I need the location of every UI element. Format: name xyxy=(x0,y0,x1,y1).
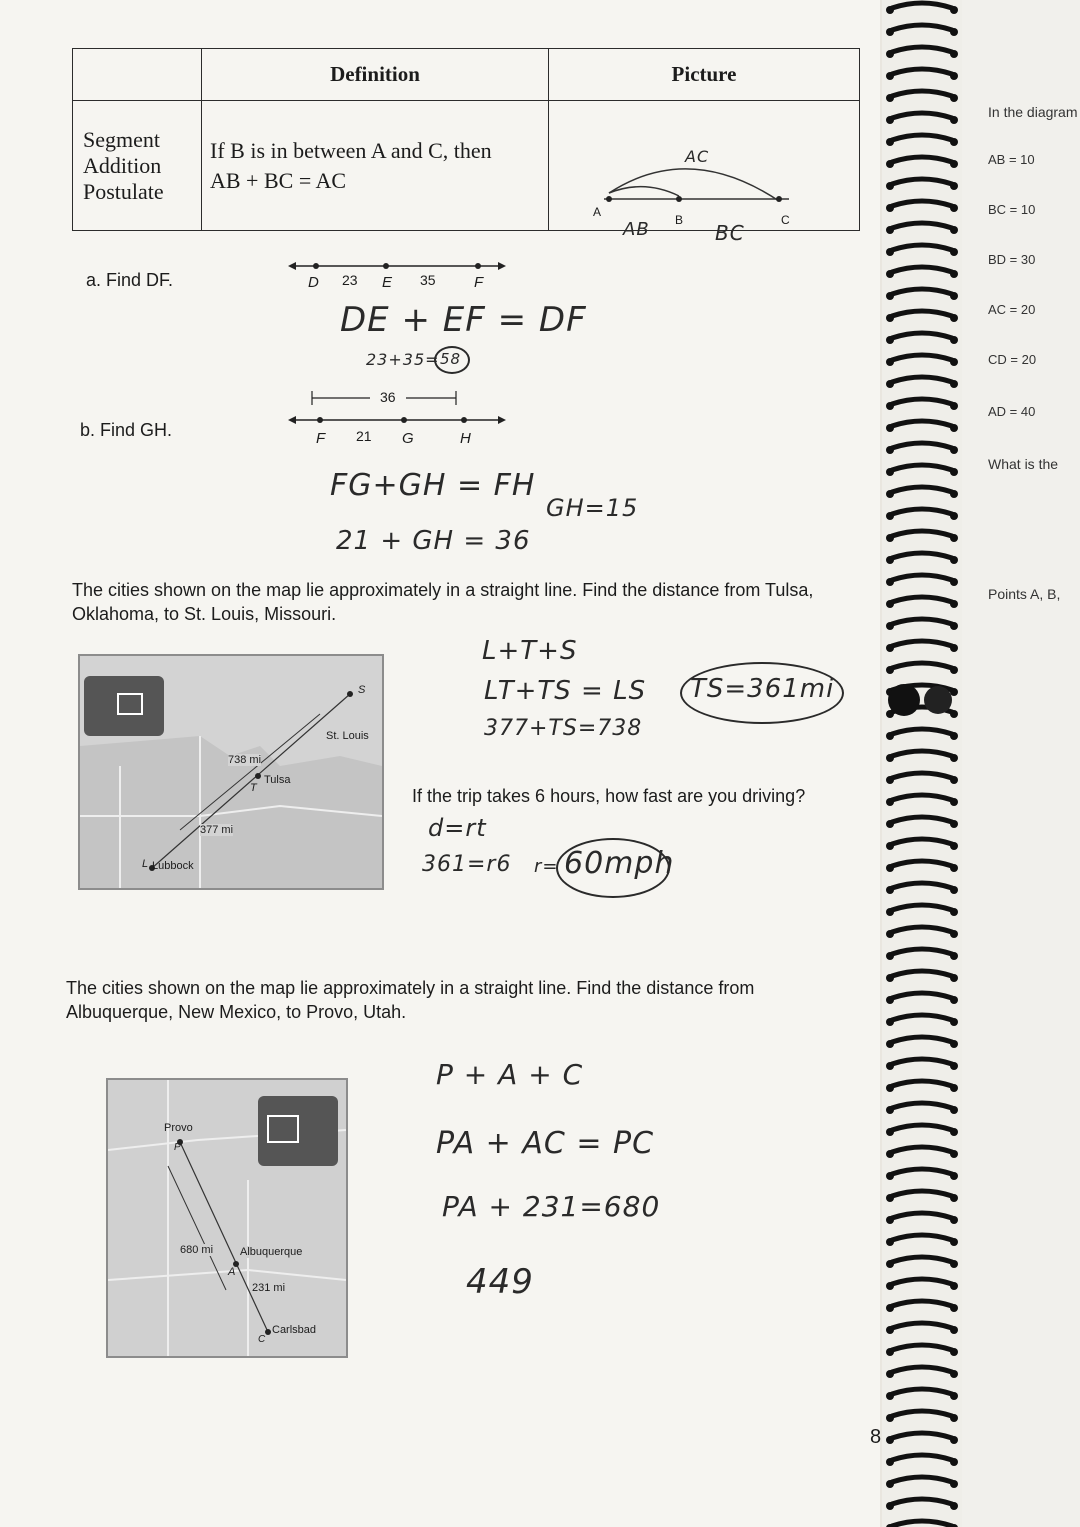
us-inset-map xyxy=(84,676,164,736)
total-fh: 36 xyxy=(380,389,396,405)
rp-points: Points A, B, xyxy=(988,586,1061,602)
definition-header-cell xyxy=(202,49,549,101)
map-377-label: 377 mi xyxy=(200,824,234,836)
map-c-label: C xyxy=(258,1334,266,1345)
problem-d-answer: 449 xyxy=(466,1262,534,1302)
rp-intro: In the diagram xyxy=(988,104,1078,120)
problem-d-work-3: PA + 231=680 xyxy=(442,1190,661,1223)
map-albuquerque-label: Albuquerque xyxy=(240,1246,303,1258)
problem-d-work-2: PA + AC = PC xyxy=(436,1126,655,1161)
point-d-dot xyxy=(313,263,319,269)
length-ef: 35 xyxy=(420,272,436,288)
problem-c-work-4: d=rt xyxy=(428,814,487,842)
map-provo-label: Provo xyxy=(164,1122,193,1134)
problem-c-work-5: 361=r6 xyxy=(422,852,512,877)
page-number: 8 xyxy=(870,1426,882,1448)
definition-header: Definition xyxy=(330,62,420,86)
point-c-label: C xyxy=(781,213,790,227)
rp-bc: BC = 10 xyxy=(988,202,1036,217)
point-c-dot xyxy=(776,196,782,202)
problem-b-work-2: 21 + GH = 36 xyxy=(336,526,531,556)
problem-c-answer: TS=361mi xyxy=(690,674,835,704)
point-b-dot xyxy=(676,196,682,202)
definition-cell xyxy=(202,101,549,231)
definition-table xyxy=(72,48,860,245)
rp-ab: AB = 10 xyxy=(988,152,1035,167)
label-f: F xyxy=(474,274,484,291)
map-680-label: 680 mi xyxy=(180,1244,214,1256)
label-e: E xyxy=(382,274,393,291)
adjacent-page xyxy=(962,0,1080,1527)
label-d: D xyxy=(308,274,319,291)
map-lubbock-label: Lubbock xyxy=(152,860,194,872)
point-f-dot xyxy=(317,417,323,423)
problem-c-work-3: 377+TS=738 xyxy=(484,716,643,741)
ab-brace xyxy=(609,187,679,196)
problem-c-line: Oklahoma, to St. Louis, Missouri. xyxy=(72,604,337,624)
picture-cell xyxy=(549,101,860,245)
bc-label: BC xyxy=(715,221,745,245)
problem-a-prompt: a. Find DF. xyxy=(86,270,174,290)
problem-a-work-2: 23+35= xyxy=(366,350,440,369)
problem-d-line: Albuquerque, New Mexico, to Provo, Utah. xyxy=(66,1002,407,1022)
map-tulsa-stlouis xyxy=(78,654,384,890)
map-738-label: 738 mi xyxy=(228,754,262,766)
map-tulsa-label: Tulsa xyxy=(264,774,291,786)
binder-hole xyxy=(888,684,920,716)
rp-ac: AC = 20 xyxy=(988,302,1036,317)
table-corner-cell xyxy=(73,49,202,101)
problem-c-work-2: LT+TS = LS xyxy=(484,676,647,706)
problem-b-prompt: b. Find GH. xyxy=(80,420,173,440)
label-g: G xyxy=(402,430,414,447)
point-g-dot xyxy=(401,417,407,423)
map-t-label: T xyxy=(250,782,257,794)
map-l-label: L xyxy=(142,858,149,870)
rp-ad: AD = 40 xyxy=(988,404,1036,419)
term-cell xyxy=(73,101,202,231)
point-f-dot xyxy=(475,263,481,269)
term-line: Segment xyxy=(83,126,160,152)
point-h-dot xyxy=(461,417,467,423)
map-provo-albuquerque xyxy=(106,1078,348,1358)
map-a-label: A xyxy=(228,1266,236,1278)
problem-c-speed: 60mph xyxy=(564,846,675,881)
map-graphic xyxy=(80,656,382,888)
map-stlouis-label: St. Louis xyxy=(326,730,369,742)
spiral-binding xyxy=(882,0,962,1527)
problem-d-text xyxy=(66,976,846,1024)
problem-c-followup: If the trip takes 6 hours, how fast are you driving? xyxy=(412,786,806,806)
ac-brace xyxy=(609,169,779,201)
picture-header: Picture xyxy=(671,62,737,86)
problem-d-work-1: P + A + C xyxy=(436,1058,584,1091)
point-e-dot xyxy=(383,263,389,269)
picture-header-cell xyxy=(549,49,860,101)
problem-c-work-1: L+T+S xyxy=(482,636,578,666)
length-de: 23 xyxy=(342,272,358,288)
ab-label: AB xyxy=(623,219,650,240)
problem-d-line: The cities shown on the map lie approximately in a straight line. Find the distance from xyxy=(66,978,755,998)
point-a-label: A xyxy=(593,205,602,219)
map-carlsbad-label: Carlsbad xyxy=(272,1324,317,1336)
problem-c-text xyxy=(72,578,852,626)
problem-a-work-1: DE + EF = DF xyxy=(340,300,587,340)
binder-hole xyxy=(924,686,952,714)
map-p-label: P xyxy=(174,1142,181,1153)
rp-bd: BD = 30 xyxy=(988,252,1036,267)
map-231-label: 231 mi xyxy=(252,1282,286,1294)
problem-c-work-5b: r= xyxy=(534,856,559,877)
rp-question: What is the xyxy=(988,456,1059,472)
label-f2: F xyxy=(316,430,326,447)
term-line: Addition xyxy=(83,152,162,178)
rp-cd: CD = 20 xyxy=(988,352,1037,367)
length-fg: 21 xyxy=(356,428,372,444)
definition-line: AB + BC = AC xyxy=(210,167,347,193)
problem-c-line: The cities shown on the map lie approximately in a straight line. Find the distance from Tulsa, xyxy=(72,580,814,600)
point-a-dot xyxy=(606,196,612,202)
label-h: H xyxy=(460,430,471,447)
point-b-label: B xyxy=(675,213,684,227)
map-graphic xyxy=(108,1080,346,1356)
problem-b-work-1: FG+GH = FH xyxy=(330,468,536,503)
ac-label: AC xyxy=(685,147,710,166)
term-line: Postulate xyxy=(83,178,164,204)
definition-line: If B is in between A and C, then xyxy=(210,137,492,163)
problem-a-answer: 58 xyxy=(440,350,462,368)
problem-b-answer: GH=15 xyxy=(546,494,639,522)
map-s-label: S xyxy=(358,684,366,696)
